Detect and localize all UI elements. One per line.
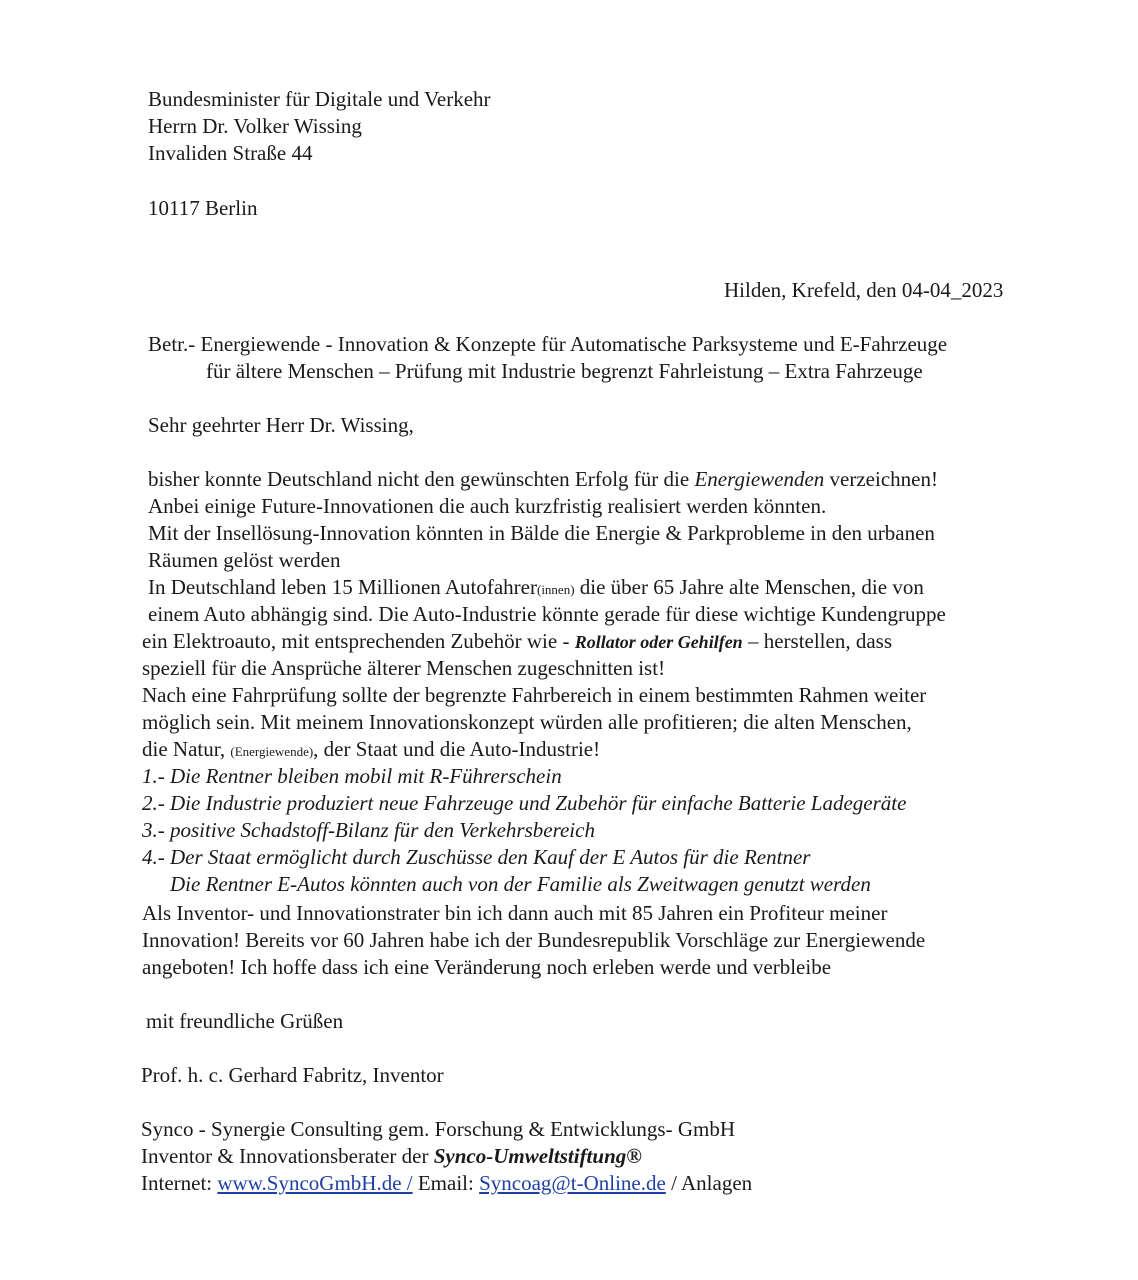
footer-foundation-name: Synco-Umweltstiftung®: [433, 1144, 642, 1168]
body-line-9: Nach eine Fahrprüfung sollte der begrenzte Fahrbereich in einem bestimmten Rahmen weiter: [142, 683, 927, 707]
footer-role-text: Inventor & Innovationsberater der: [141, 1144, 434, 1168]
list-item-4: 4.- Der Staat ermöglicht durch Zuschüsse den Kauf der E Autos für die Rentner: [142, 845, 811, 869]
list-item-3: 3.- positive Schadstoff-Bilanz für den Verkehrsbereich: [142, 818, 595, 842]
body-text: – herstellen, dass: [742, 629, 892, 653]
internet-label: Internet:: [141, 1171, 218, 1195]
recipient-city: 10117 Berlin: [148, 196, 258, 220]
body-line-11: [142, 736, 600, 765]
footer-role: [141, 1143, 642, 1170]
body-bold-text: Rollator oder Gehilfen: [574, 632, 743, 652]
body-emphasis: Energiewenden: [694, 467, 825, 491]
subject-line-2: für ältere Menschen – Prüfung mit Industrie begrenzt Fahrleistung – Extra Fahrzeuge: [206, 359, 923, 383]
body-text: verzeichnen!: [824, 467, 938, 491]
body-line-7: [142, 628, 892, 656]
list-item-1: 1.- Die Rentner bleiben mobil mit R-Führerschein: [142, 764, 562, 788]
body-text: bisher konnte Deutschland nicht den gewünschten Erfolg für die: [148, 467, 695, 491]
recipient-line-3: Invaliden Straße 44: [148, 141, 313, 165]
body-text: ein Elektroauto, mit entsprechenden Zubehör wie -: [142, 629, 575, 653]
body-small-text: (innen): [536, 582, 575, 597]
body-line-13: Innovation! Bereits vor 60 Jahren habe ich der Bundesrepublik Vorschläge zur Energiewende: [142, 928, 926, 952]
recipient-line-1: Bundesminister für Digitale und Verkehr: [148, 87, 491, 111]
signature: Prof. h. c. Gerhard Fabritz, Inventor: [141, 1063, 444, 1087]
attachments-label: / Anlagen: [665, 1171, 753, 1195]
body-line-6: einem Auto abhängig sind. Die Auto-Industrie könnte gerade für diese wichtige Kundengruppe: [148, 602, 946, 626]
body-text: , der Staat und die Auto-Industrie!: [313, 737, 601, 761]
body-line-14: angeboten! Ich hoffe dass ich eine Veränderung noch erleben werde und verbleibe: [142, 955, 832, 979]
recipient-line-2: Herrn Dr. Volker Wissing: [148, 114, 362, 138]
body-line-4: Räumen gelöst werden: [148, 548, 341, 572]
body-text: In Deutschland leben 15 Millionen Autofahrer: [148, 575, 537, 599]
body-line-1: [148, 466, 938, 493]
body-small-text: (Energiewende): [230, 744, 314, 759]
subject-line-1: Betr.- Energiewende - Innovation & Konzepte für Automatische Parksysteme und E-Fahrzeuge: [148, 332, 948, 356]
list-item-5: Die Rentner E-Autos könnten auch von der Familie als Zweitwagen genutzt werden: [170, 872, 871, 896]
body-line-10: möglich sein. Mit meinem Innovationskonzept würden alle profitieren; die alten Menschen,: [142, 710, 912, 734]
body-text: die über 65 Jahre alte Menschen, die von: [574, 575, 924, 599]
salutation: Sehr geehrter Herr Dr. Wissing,: [148, 413, 414, 437]
body-line-5: [148, 574, 924, 603]
body-line-8: speziell für die Ansprüche älterer Menschen zugeschnitten ist!: [142, 656, 666, 680]
body-line-2: Anbei einige Future-Innovationen die auch kurzfristig realisiert werden könnten.: [148, 494, 827, 518]
body-line-12: Als Inventor- und Innovationstrater bin ich dann auch mit 85 Jahren ein Profiteur meiner: [142, 901, 888, 925]
date-line: Hilden, Krefeld, den 04-04_2023: [724, 278, 1004, 302]
website-link[interactable]: www.SyncoGmbH.de /: [217, 1171, 413, 1195]
footer-company: Synco - Synergie Consulting gem. Forschung & Entwicklungs- GmbH: [141, 1117, 735, 1141]
email-link[interactable]: Syncoag@t-Online.de: [479, 1171, 666, 1195]
body-line-3: Mit der Insellösung-Innovation könnten in Bälde die Energie & Parkprobleme in den urbanen: [148, 521, 935, 545]
footer-contact: [141, 1170, 752, 1197]
list-item-2: 2.- Die Industrie produziert neue Fahrzeuge und Zubehör für einfache Batterie Ladegeräte: [142, 791, 907, 815]
closing: mit freundliche Grüßen: [146, 1009, 344, 1033]
body-text: die Natur,: [142, 737, 231, 761]
email-label: Email:: [412, 1171, 480, 1195]
